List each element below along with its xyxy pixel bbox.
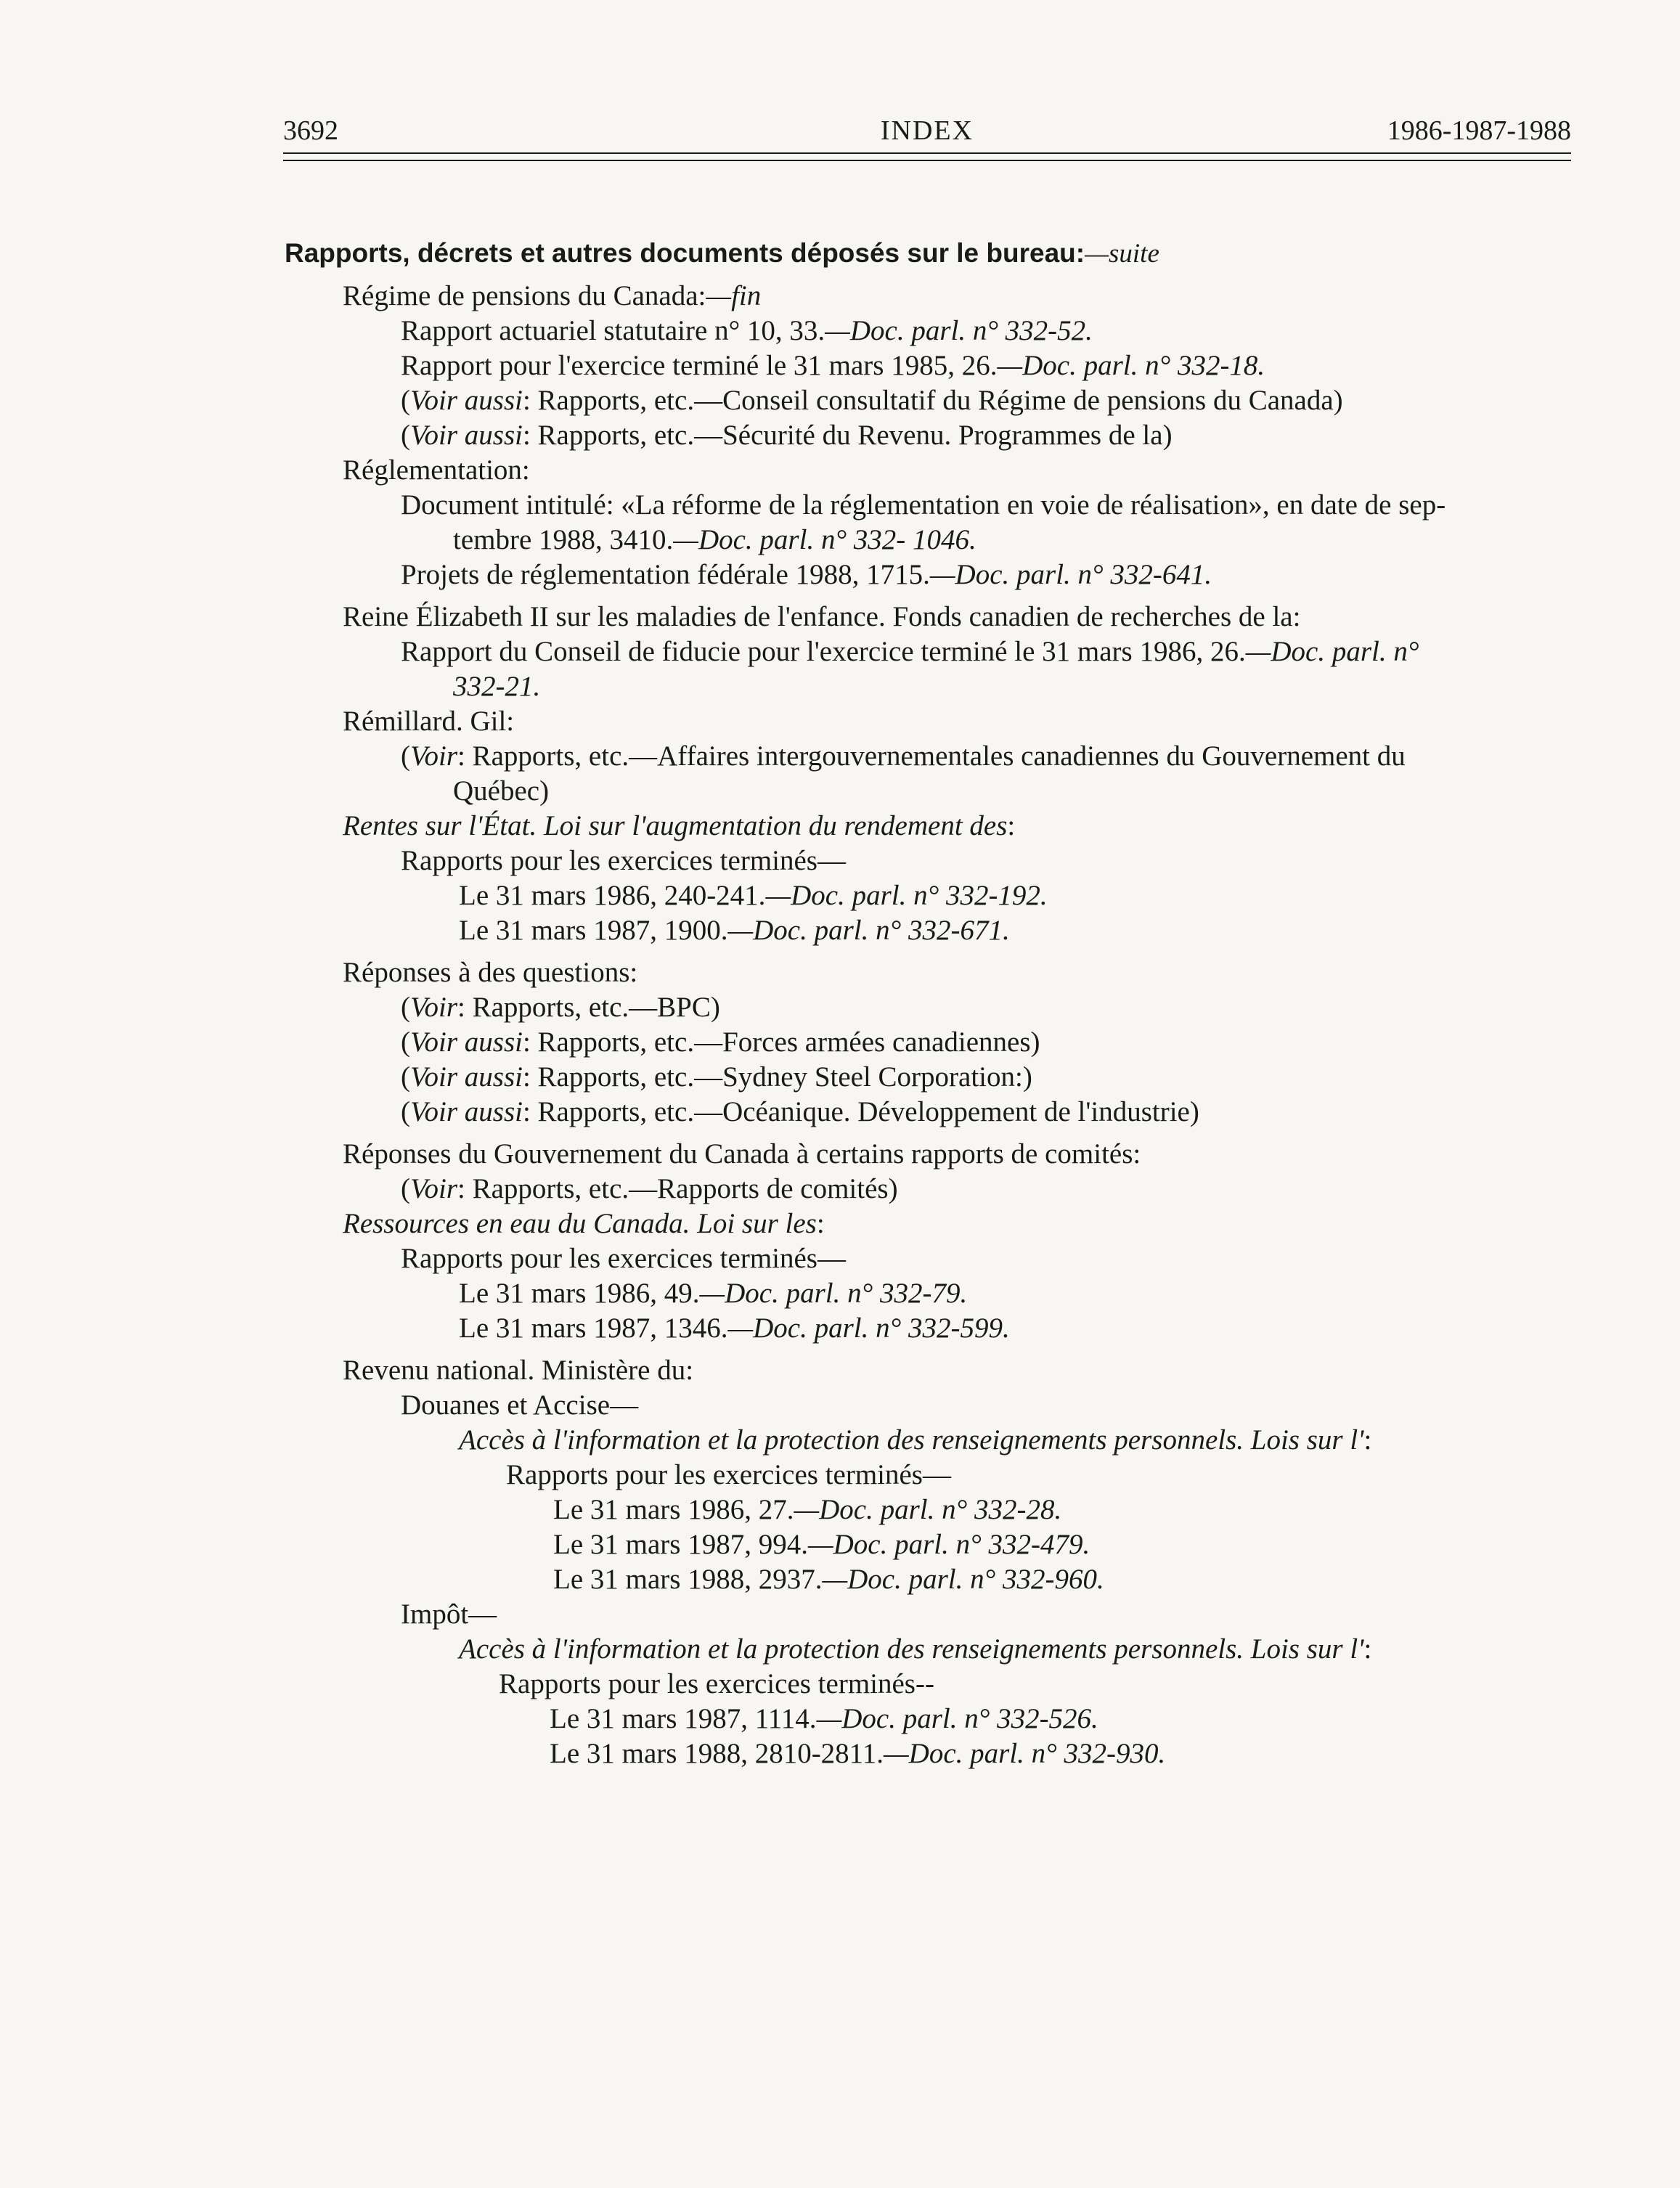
cross-reference: (Voir aussi: Rapports, etc.—Forces armées canadiennes) (401, 1026, 1040, 1058)
index-entry: Réponses du Gouvernement du Canada à certains rapports de comités: (343, 1138, 1141, 1169)
header-rule-top (283, 152, 1571, 154)
cross-reference: (Voir aussi: Rapports, etc.—Sydney Steel Corporation:) (401, 1061, 1032, 1093)
index-subentry-continuation: 332-21. (453, 671, 541, 702)
index-subentry-item: Le 31 mars 1987, 1346.—Doc. parl. n° 332-599. (459, 1313, 1010, 1344)
page-number: 3692 (283, 115, 338, 146)
index-subentry: Rapports pour les exercices terminés— (401, 1243, 846, 1274)
index-subentry: Douanes et Accise— (401, 1389, 639, 1421)
index-subentry: Rapports pour les exercices terminés— (401, 845, 846, 876)
index-entry: Régime de pensions du Canada:—fin (343, 280, 762, 311)
cross-reference: (Voir aussi: Rapports, etc.—Conseil consultatif du Régime de pensions du Canada) (401, 385, 1343, 416)
index-subentry-item: Le 31 mars 1988, 2937.—Doc. parl. n° 332-960. (553, 1564, 1104, 1595)
index-entry: Reine Élizabeth II sur les maladies de l'enfance. Fonds canadien de recherches de la: (343, 601, 1301, 632)
index-subentry: Document intitulé: «La réforme de la réglementation en voie de réalisation», en date de sep- (401, 489, 1446, 521)
index-content (285, 236, 1570, 1771)
cross-reference: (Voir: Rapports, etc.—BPC) (401, 992, 720, 1023)
year-range: 1986-1987-1988 (1387, 115, 1571, 146)
index-subentry-item: Le 31 mars 1986, 49.—Doc. parl. n° 332-79. (459, 1278, 968, 1309)
header-rule-bottom (283, 160, 1571, 161)
cross-reference-continuation: Québec) (453, 775, 550, 807)
index-subentry-item: Le 31 mars 1987, 1114.—Doc. parl. n° 332-526. (550, 1703, 1098, 1734)
cross-reference: (Voir aussi: Rapports, etc.—Océanique. Développement de l'industrie) (401, 1096, 1199, 1127)
index-subentry-law: Accès à l'information et la protection des renseignements personnels. Lois sur l': (459, 1424, 1372, 1456)
page-header (283, 115, 1571, 158)
index-subentry-item: Le 31 mars 1986, 27.—Doc. parl. n° 332-28. (553, 1494, 1062, 1525)
page-title: INDEX (880, 115, 974, 146)
index-entry: Réponses à des questions: (343, 957, 638, 988)
index-subentry: Rapports pour les exercices terminés-- (499, 1668, 934, 1699)
index-subentry-continuation: tembre 1988, 3410.—Doc. parl. n° 332- 1046. (453, 524, 976, 555)
index-subentry: Rapport actuariel statutaire n° 10, 33.—Doc. parl. n° 332-52. (401, 315, 1093, 346)
index-subentry: Rapport pour l'exercice terminé le 31 mars 1985, 26.—Doc. parl. n° 332-18. (401, 350, 1265, 381)
index-subentry-item: Le 31 mars 1986, 240-241.—Doc. parl. n° 332-192. (459, 880, 1048, 911)
index-heading: Rapports, décrets et autres documents déposés sur le bureau:—suite (285, 238, 1159, 269)
index-subentry-law: Accès à l'information et la protection des renseignements personnels. Lois sur l': (459, 1633, 1372, 1665)
index-subentry: Impôt— (401, 1599, 497, 1630)
cross-reference: (Voir aussi: Rapports, etc.—Sécurité du Revenu. Programmes de la) (401, 420, 1173, 451)
index-entry: Rentes sur l'État. Loi sur l'augmentation du rendement des: (343, 810, 1016, 841)
index-entry: Revenu national. Ministère du: (343, 1355, 694, 1386)
index-entry: Rémillard. Gil: (343, 706, 515, 737)
index-subentry-item: Le 31 mars 1987, 1900.—Doc. parl. n° 332-671. (459, 915, 1010, 946)
index-subentry: Rapport du Conseil de fiducie pour l'exercice terminé le 31 mars 1986, 26.—Doc. parl. n° (401, 636, 1419, 667)
cross-reference: (Voir: Rapports, etc.—Affaires intergouvernementales canadiennes du Gouvernement du (401, 740, 1406, 772)
index-subentry: Rapports pour les exercices terminés— (506, 1459, 951, 1490)
index-entry: Ressources en eau du Canada. Loi sur les: (343, 1208, 825, 1239)
index-subentry: Projets de réglementation fédérale 1988, 1715.—Doc. parl. n° 332-641. (401, 559, 1212, 590)
index-subentry-item: Le 31 mars 1988, 2810-2811.—Doc. parl. n° 332-930. (550, 1738, 1166, 1769)
cross-reference: (Voir: Rapports, etc.—Rapports de comités) (401, 1173, 898, 1204)
index-subentry-item: Le 31 mars 1987, 994.—Doc. parl. n° 332-479. (553, 1529, 1090, 1560)
index-entry: Réglementation: (343, 454, 530, 486)
